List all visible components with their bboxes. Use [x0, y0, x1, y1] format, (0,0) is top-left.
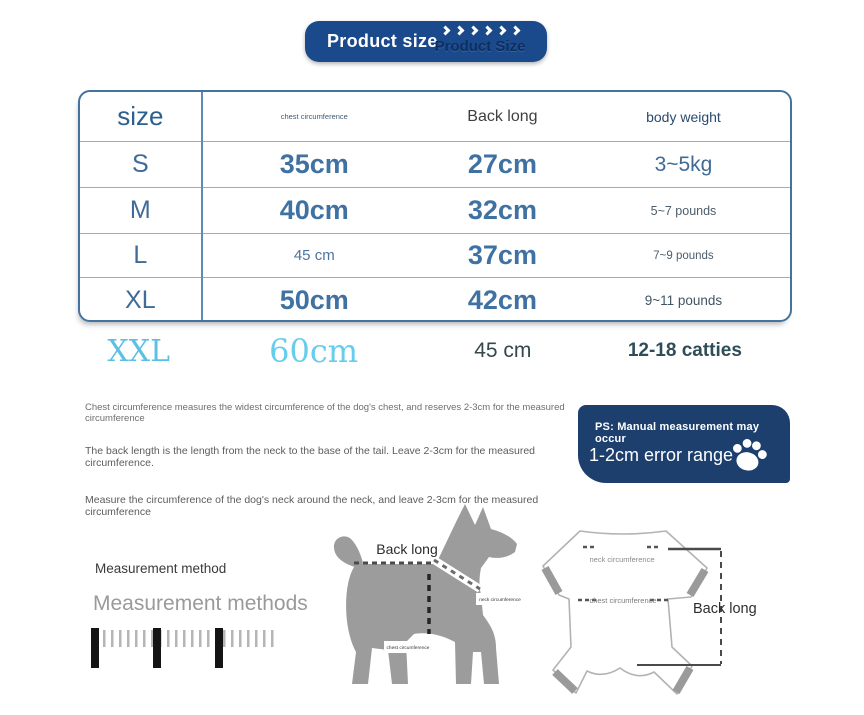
- pattern-chest-label: chest circumference: [589, 596, 657, 605]
- ruler-major-tick: [91, 628, 99, 668]
- note-back: The back length is the length from the neck to the base of the tail. Leave 2-3cm for the measured circumference.: [85, 445, 536, 469]
- chest-cell: 40cm: [279, 195, 349, 225]
- chevron-right-icon: [440, 26, 450, 36]
- table-header-row: [80, 92, 790, 142]
- dog-neck-label: neck circumference: [479, 598, 521, 603]
- ruler-major-tick: [215, 628, 223, 668]
- dog-silhouette: [330, 500, 540, 710]
- chest-cell: 45 cm: [293, 247, 335, 264]
- ps-line2: 1-2cm error range: [589, 445, 734, 465]
- weight-cell: 5~7 pounds: [650, 203, 717, 218]
- table-row: [80, 234, 790, 278]
- dog-back-long-label: Back long: [376, 541, 438, 557]
- size-cell: XXL: [107, 333, 170, 369]
- back-cell: 27cm: [467, 149, 537, 179]
- pattern-neck-label: neck circumference: [589, 555, 655, 564]
- chest-cell: 50cm: [279, 285, 349, 315]
- header-body-weight: body weight: [646, 108, 721, 125]
- chevron-right-icon: [482, 26, 492, 36]
- table-column-divider: [201, 92, 203, 320]
- weight-cell: 3~5kg: [654, 152, 713, 176]
- pattern-back-long-label: Back long: [693, 601, 757, 617]
- table-row-xxl: [78, 326, 792, 376]
- note-chest: Chest circumference measures the widest circumference of the dog's chest, and reserves 2-3cm for the measured circumference: [85, 402, 565, 424]
- header-chest-circumference: chest circumference: [280, 112, 348, 121]
- banner-subtitle: Product Size: [434, 38, 526, 55]
- table-row: [80, 142, 790, 188]
- garment-pattern-diagram: [540, 500, 790, 715]
- header-back-long: Back long: [467, 107, 538, 125]
- size-cell: XL: [125, 286, 156, 314]
- paw-icon: [726, 433, 772, 477]
- dog-chest-label: chest circumference: [386, 646, 430, 651]
- back-cell: 42cm: [467, 285, 537, 315]
- banner-right: [425, 24, 535, 55]
- ruler-icon: [91, 628, 277, 668]
- size-cell: S: [132, 150, 149, 178]
- ruler-major-tick: [153, 628, 161, 668]
- garment-pattern: [540, 500, 790, 710]
- back-cell: 45 cm: [474, 339, 532, 362]
- table-row: [80, 188, 790, 234]
- size-cell: M: [129, 196, 151, 224]
- header-size: size: [117, 101, 164, 131]
- dog-measurement-diagram: [330, 500, 540, 715]
- measurement-methods-subtitle: Measurement methods: [93, 592, 308, 615]
- chevron-right-icon: [468, 26, 478, 36]
- size-table: [78, 90, 792, 322]
- measurement-method-title: Measurement method: [95, 561, 227, 576]
- ps-line1: PS: Manual measurement may occur: [595, 421, 760, 445]
- ruler-minor-ticks: [95, 630, 277, 647]
- back-cell: 37cm: [467, 240, 537, 270]
- chest-cell: 35cm: [279, 149, 349, 179]
- back-cell: 32cm: [467, 195, 537, 225]
- chevron-right-icon: [510, 26, 520, 36]
- table-row: [80, 278, 790, 323]
- chevron-right-icon: [496, 26, 506, 36]
- weight-cell: 12-18 catties: [627, 340, 742, 361]
- weight-cell: 7~9 pounds: [653, 249, 714, 262]
- note-neck: Measure the circumference of the dog's neck around the neck, and leave 2-3cm for the measured circumference: [85, 494, 539, 518]
- banner-title: Product size: [327, 31, 438, 51]
- product-size-banner: [305, 21, 547, 62]
- weight-cell: 9~11 pounds: [644, 293, 723, 308]
- chevron-right-icon: [454, 26, 464, 36]
- ps-disclaimer-box: [578, 405, 790, 483]
- chest-cell: 60cm: [269, 332, 359, 370]
- size-cell: L: [133, 241, 148, 269]
